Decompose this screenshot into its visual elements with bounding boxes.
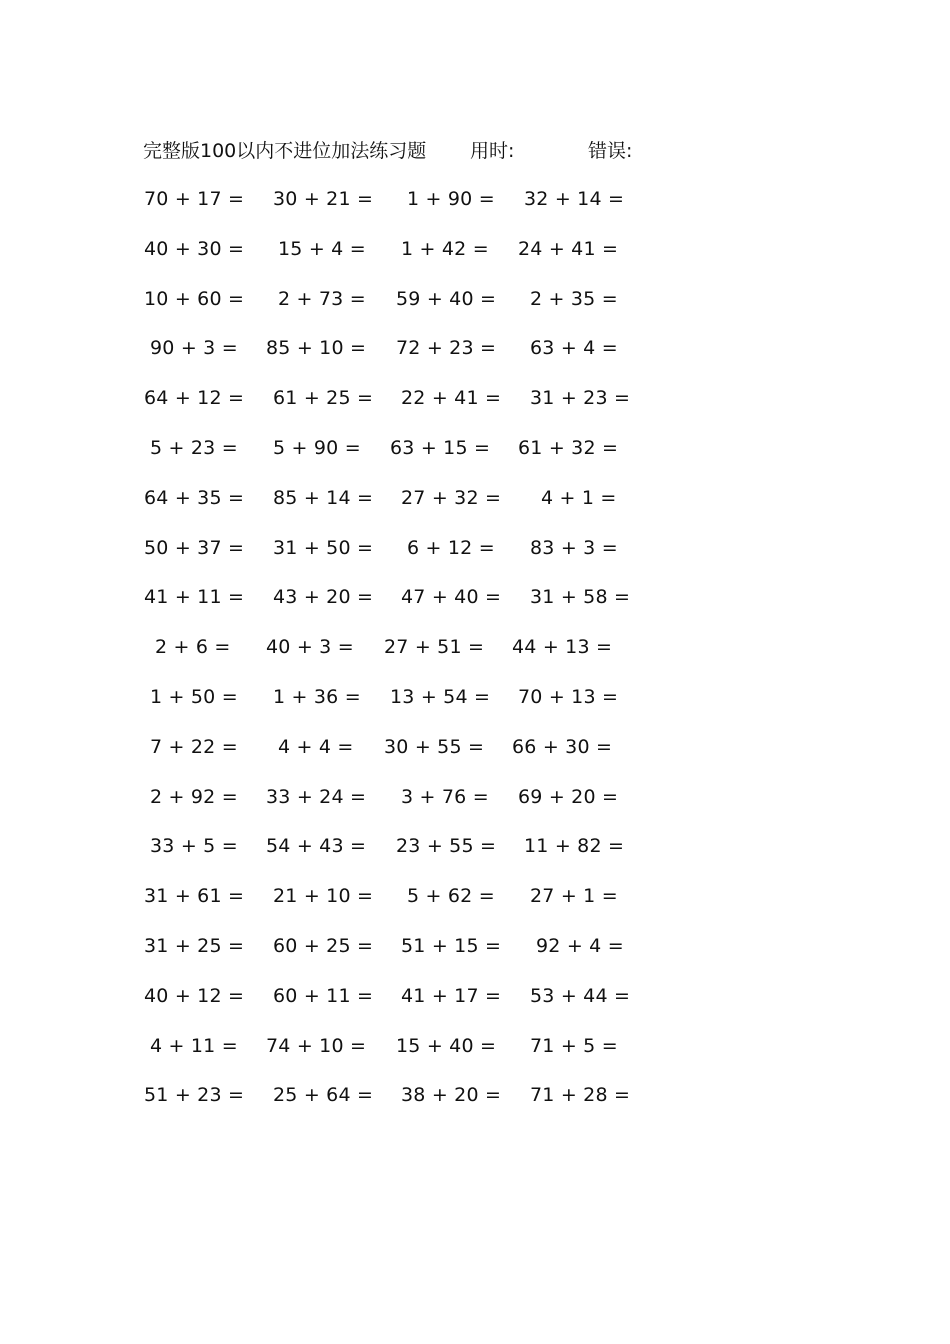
problem-r11-c3: 13 + 54 = (390, 686, 491, 708)
problem-r19-c1: 51 + 23 = (144, 1084, 245, 1106)
problem-r15-c3: 5 + 62 = (407, 885, 495, 907)
problem-r3-c4: 2 + 35 = (530, 288, 618, 310)
problem-r9-c2: 43 + 20 = (273, 586, 374, 608)
problem-r16-c3: 51 + 15 = (401, 935, 502, 957)
problem-r2-c3: 1 + 42 = (401, 238, 489, 260)
problem-r2-c4: 24 + 41 = (518, 238, 619, 260)
problem-r15-c1: 31 + 61 = (144, 885, 245, 907)
problem-r5-c3: 22 + 41 = (401, 387, 502, 409)
problem-r13-c1: 2 + 92 = (150, 786, 238, 808)
problem-r14-c3: 23 + 55 = (396, 835, 497, 857)
problem-r10-c2: 40 + 3 = (266, 636, 354, 658)
problem-r1-c4: 32 + 14 = (524, 188, 625, 210)
problem-r12-c3: 30 + 55 = (384, 736, 485, 758)
problem-r15-c2: 21 + 10 = (273, 885, 374, 907)
problem-r14-c4: 11 + 82 = (524, 835, 625, 857)
problem-r11-c4: 70 + 13 = (518, 686, 619, 708)
problem-r9-c4: 31 + 58 = (530, 586, 631, 608)
problem-r4-c2: 85 + 10 = (266, 337, 367, 359)
problem-r14-c1: 33 + 5 = (150, 835, 238, 857)
problem-r16-c1: 31 + 25 = (144, 935, 245, 957)
time-label: 用时: (470, 140, 515, 162)
problem-r2-c1: 40 + 30 = (144, 238, 245, 260)
problem-r5-c4: 31 + 23 = (530, 387, 631, 409)
worksheet-title: 完整版100以内不进位加法练习题 (143, 140, 427, 162)
problem-r11-c2: 1 + 36 = (273, 686, 361, 708)
problem-r19-c4: 71 + 28 = (530, 1084, 631, 1106)
problem-r17-c1: 40 + 12 = (144, 985, 245, 1007)
problem-r18-c2: 74 + 10 = (266, 1035, 367, 1057)
problem-r18-c3: 15 + 40 = (396, 1035, 497, 1057)
problem-r12-c1: 7 + 22 = (150, 736, 238, 758)
problem-r16-c4: 92 + 4 = (536, 935, 624, 957)
problem-r4-c1: 90 + 3 = (150, 337, 238, 359)
problem-r1-c2: 30 + 21 = (273, 188, 374, 210)
problem-r3-c2: 2 + 73 = (278, 288, 366, 310)
problem-r8-c1: 50 + 37 = (144, 537, 245, 559)
errors-label: 错误: (588, 140, 633, 162)
problem-r8-c4: 83 + 3 = (530, 537, 618, 559)
problem-r18-c4: 71 + 5 = (530, 1035, 618, 1057)
problem-r6-c2: 5 + 90 = (273, 437, 361, 459)
problem-r18-c1: 4 + 11 = (150, 1035, 238, 1057)
problem-r6-c4: 61 + 32 = (518, 437, 619, 459)
problem-r6-c1: 5 + 23 = (150, 437, 238, 459)
problem-r3-c1: 10 + 60 = (144, 288, 245, 310)
problem-r12-c2: 4 + 4 = (278, 736, 354, 758)
problem-r10-c1: 2 + 6 = (155, 636, 231, 658)
problem-r3-c3: 59 + 40 = (396, 288, 497, 310)
problem-r1-c3: 1 + 90 = (407, 188, 495, 210)
problem-r11-c1: 1 + 50 = (150, 686, 238, 708)
problem-r2-c2: 15 + 4 = (278, 238, 366, 260)
problem-r13-c2: 33 + 24 = (266, 786, 367, 808)
problem-r6-c3: 63 + 15 = (390, 437, 491, 459)
problem-r9-c3: 47 + 40 = (401, 586, 502, 608)
problem-r13-c3: 3 + 76 = (401, 786, 489, 808)
problem-r10-c4: 44 + 13 = (512, 636, 613, 658)
problem-r5-c2: 61 + 25 = (273, 387, 374, 409)
problem-r7-c3: 27 + 32 = (401, 487, 502, 509)
problem-r1-c1: 70 + 17 = (144, 188, 245, 210)
problem-r14-c2: 54 + 43 = (266, 835, 367, 857)
problem-r5-c1: 64 + 12 = (144, 387, 245, 409)
problem-r10-c3: 27 + 51 = (384, 636, 485, 658)
problem-r8-c3: 6 + 12 = (407, 537, 495, 559)
problem-r4-c3: 72 + 23 = (396, 337, 497, 359)
problem-r17-c3: 41 + 17 = (401, 985, 502, 1007)
problem-r7-c1: 64 + 35 = (144, 487, 245, 509)
problem-r15-c4: 27 + 1 = (530, 885, 618, 907)
problem-r9-c1: 41 + 11 = (144, 586, 245, 608)
problem-r7-c4: 4 + 1 = (541, 487, 617, 509)
problem-r19-c2: 25 + 64 = (273, 1084, 374, 1106)
problem-r7-c2: 85 + 14 = (273, 487, 374, 509)
problem-r4-c4: 63 + 4 = (530, 337, 618, 359)
problem-r17-c4: 53 + 44 = (530, 985, 631, 1007)
problem-r16-c2: 60 + 25 = (273, 935, 374, 957)
problem-r17-c2: 60 + 11 = (273, 985, 374, 1007)
problem-r12-c4: 66 + 30 = (512, 736, 613, 758)
problem-r8-c2: 31 + 50 = (273, 537, 374, 559)
problem-r13-c4: 69 + 20 = (518, 786, 619, 808)
problem-r19-c3: 38 + 20 = (401, 1084, 502, 1106)
